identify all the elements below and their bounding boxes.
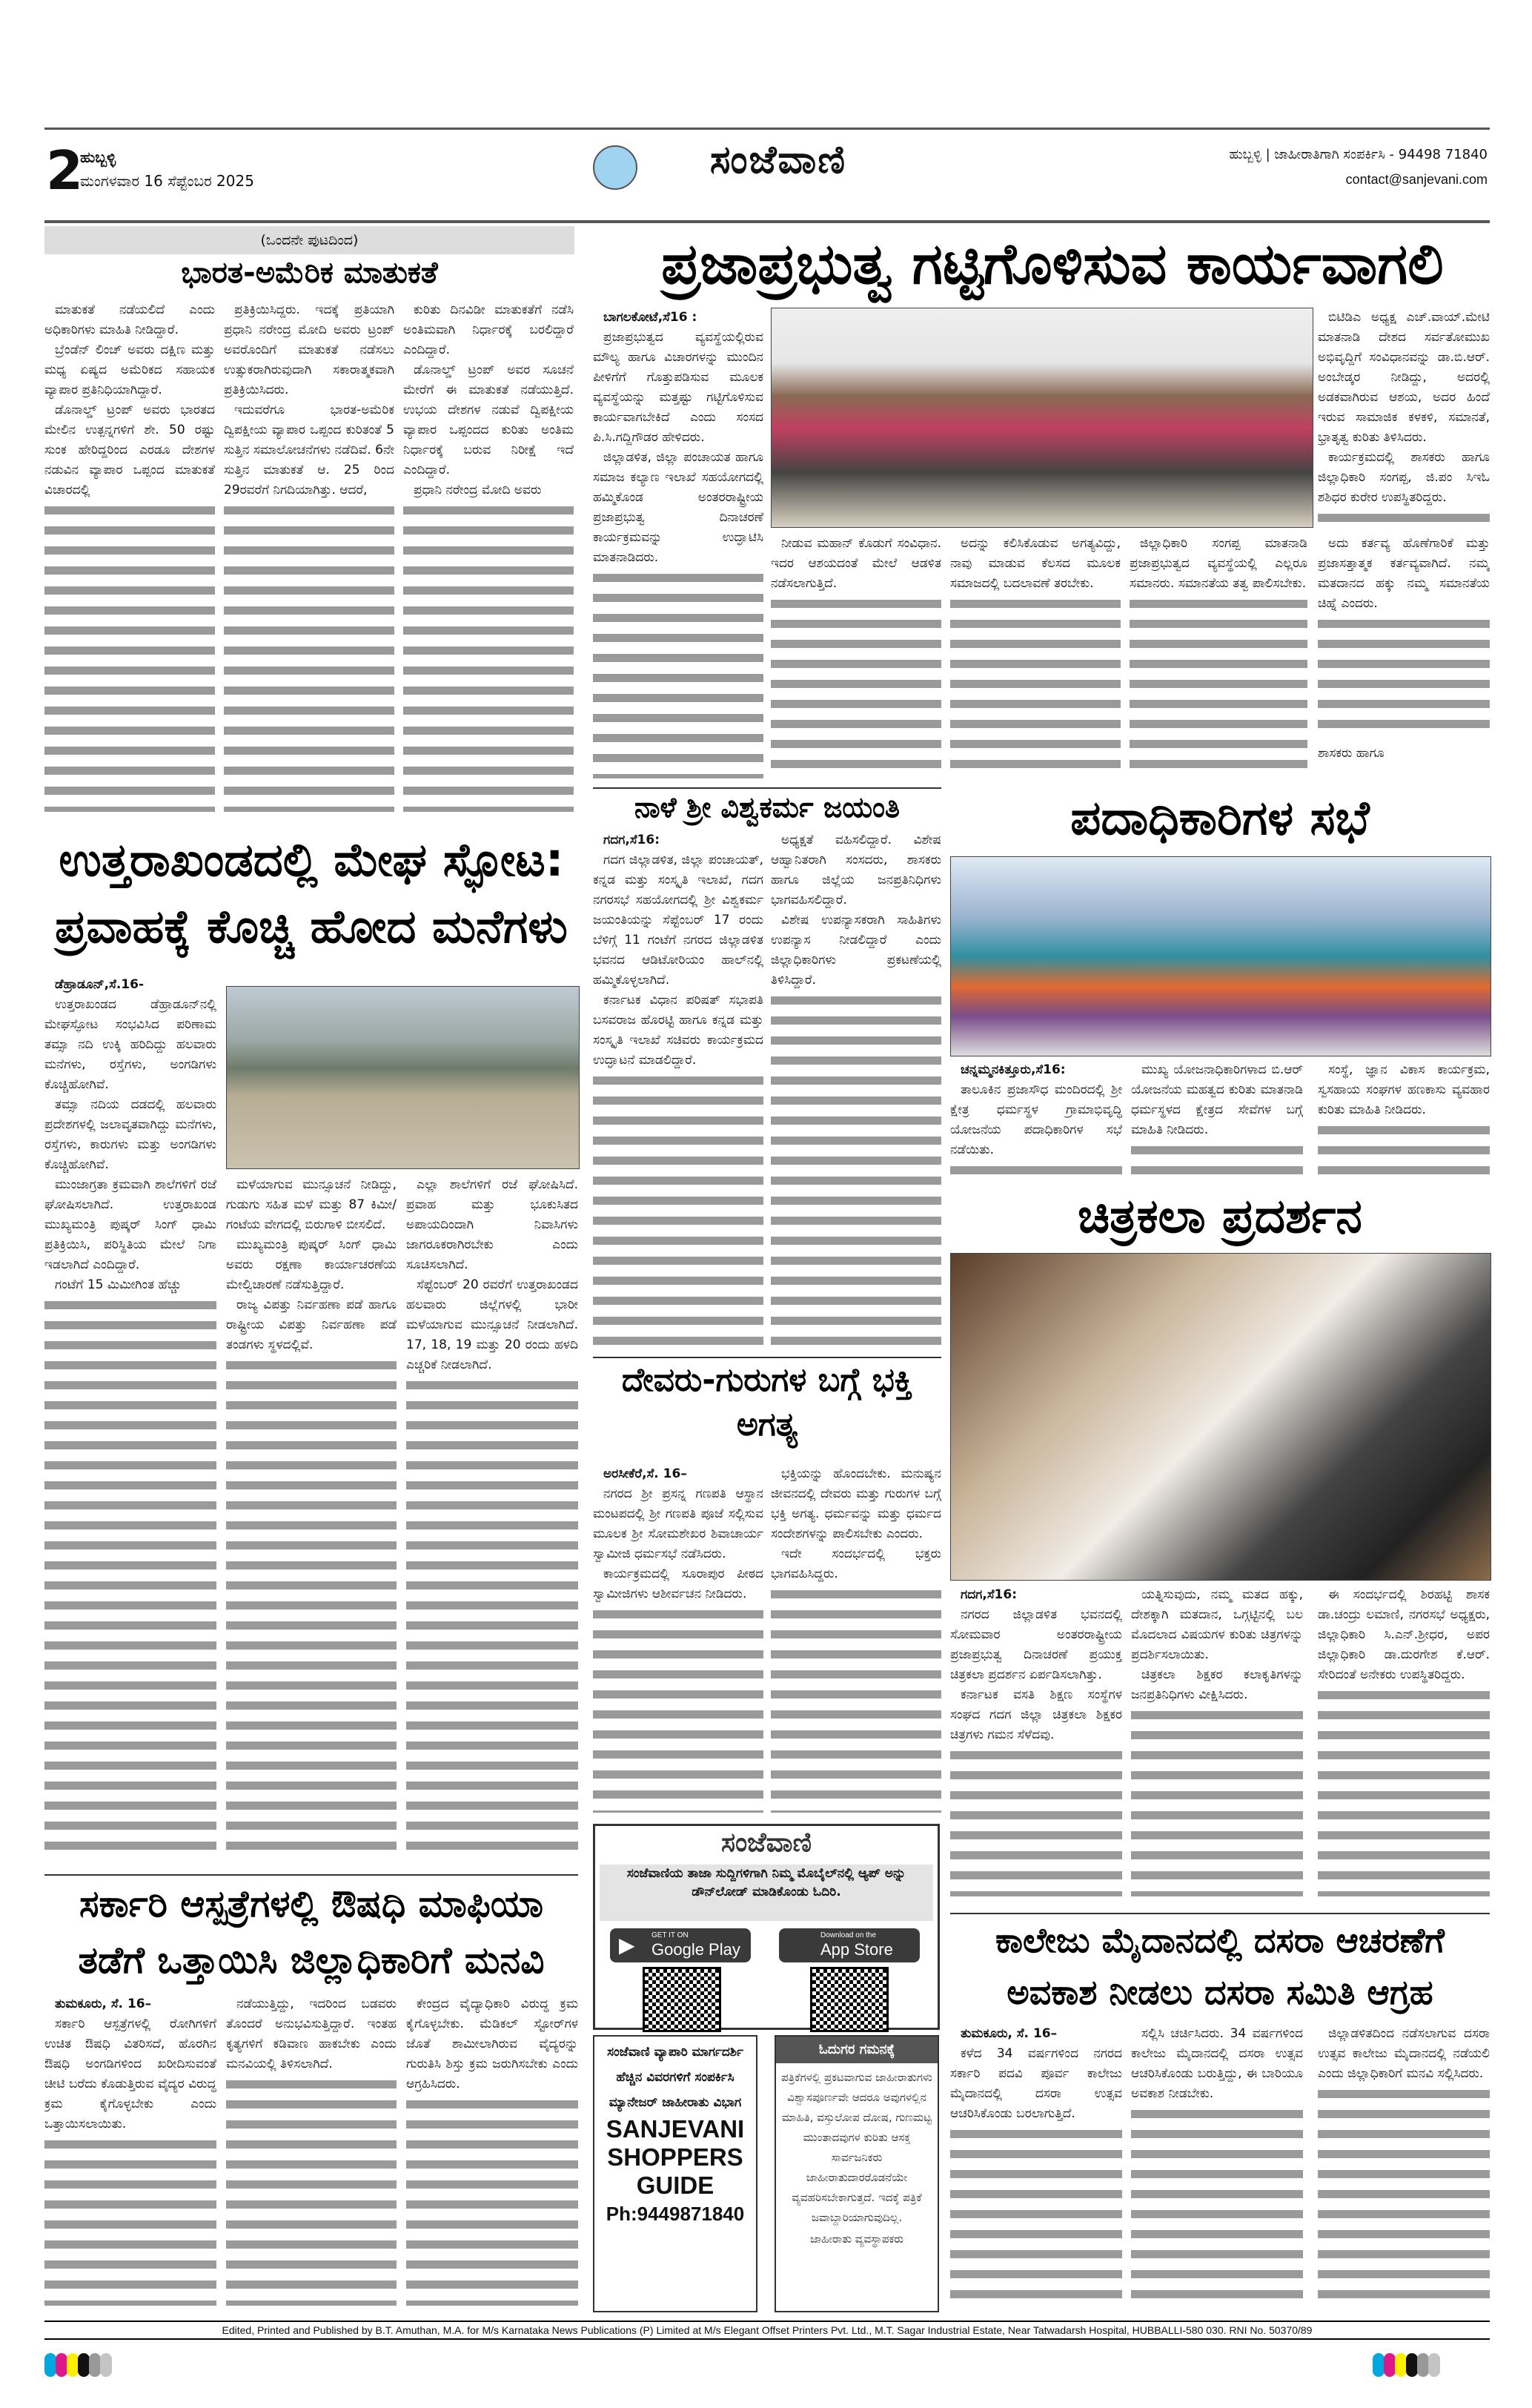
paragraph: ರಾಜ್ಯ ವಿಪತ್ತು ನಿರ್ವಹಣಾ ಪಡೆ ಹಾಗೂ ರಾಷ್ಟ್ರೀಯ ವಿಪತ್ತು ನಿರ್ವಹಣಾ ಪಡೆ ತಂಡಗಳು ಸ್ಥಳದಲ್ಲಿವೆ. — [226, 1295, 397, 1355]
democracy-col-5-text: ಅದು ಕರ್ತವ್ಯ ಹೊಣೆಗಾರಿಕೆ ಮತ್ತು ಪ್ರಜಾಸತ್ತಾತ್ಮಕ ಕರ್ತವ್ಯವಾಗಿದೆ. ನಮ್ಮ ಮತದಾನದ ಹಕ್ಕು ನಮ್ಮ ಸಮಾನತೆಯ ಚಿಹ್ನೆ ಎಂದರು. — [1318, 534, 1490, 614]
notice-body: ಪತ್ರಿಕೆಗಳಲ್ಲಿ ಪ್ರಕಟವಾಗುವ ಜಾಹೀರಾತುಗಳು ವಿಶ್ವಾಸಪೂರ್ಣವೇ ಆದರೂ ಅವುಗಳಲ್ಲಿನ ಮಾಹಿತಿ, ವಸ್ತುಲೋಪ ದೋಷ, ಗುಣಮಟ್ಟ ಮುಂತಾದವುಗಳ ಕುರಿತು ಆಸಕ್ತ ಸಾರ್ವಜನಿಕರು ಜಾಹೀರಾತುದಾರರೊಡನೆಯೇ ವ್ಯವಹರಿಸಬೇಕಾಗುತ್ತದೆ. ಇದಕ್ಕೆ ಪತ್ರಿಕೆ ಜವಾಬ್ದಾರಿಯಾಗುವುದಿಲ್ಲ. — [781, 2071, 932, 2224]
paragraph: ಜಿಲ್ಲಾಡಳಿತ, ಜಿಲ್ಲಾ ಪಂಚಾಯತ ಹಾಗೂ ಸಮಾಜ ಕಲ್ಯಾಣ ಇಲಾಖೆ ಸಹಯೋಗದಲ್ಲಿ ಹಮ್ಮಿಕೊಂಡ ಅಂತರರಾಷ್ಟ್ರೀಯ ಪ್ರಜಾಪ್ರಭುತ್ವ ದಿನಾಚರಣೆ ಕಾರ್ಯಕ್ರಮವನ್ನು ಉದ್ಘಾಟಿಸಿ ಮಾತನಾಡಿದರು. — [593, 448, 763, 568]
paragraph: ಸಂಸ್ಥೆ, ಜ್ಞಾನ ವಿಕಾಸ ಕಾರ್ಯಕ್ರಮ, ಸ್ವಸಹಾಯ ಸಂಘಗಳ ಹಣಕಾಸು ವ್ಯವಹಾರ ಕುರಿತು ಮಾಹಿತಿ ನೀಡಿದರು. — [1318, 1060, 1490, 1120]
paragraph: ಅದನ್ನು ಕಲಿಸಿಕೊಡುವ ಅಗತ್ಯವಿದ್ದು, ನಾವು ಮಾಡುವ ಕೆಲಸದ ಮೂಲಕ ಸಮಾಜದಲ್ಲಿ ಬದಲಾವಣೆ ತರಬೇಕು. — [950, 534, 1121, 594]
shoppers-line-2: ಹೆಚ್ಚಿನ ವಿವರಗಳಿಗೆ ಸಂಪರ್ಕಿಸಿ — [616, 2070, 735, 2085]
photo-flood — [226, 986, 580, 1169]
paragraph: ಪ್ರಜಾಪ್ರಭುತ್ವದ ವ್ಯವಸ್ಥೆಯಲ್ಲಿರುವ ಮೌಲ್ಯ ಹಾಗೂ ವಿಚಾರಗಳನ್ನು ಮುಂದಿನ ಪೀಳಿಗೆಗೆ ಗೊತ್ತುಪಡಿಸುವ ಮೂಲಕ ವ್ಯವಸ್ಥೆಯನ್ನು ಮತ್ತಷ್ಟು ಗಟ್ಟಿಗೊಳಿಸುವ ಕಾರ್ಯವಾಗಬೇಕಿದೆ ಎಂದು ಸಂಸದ ಪಿ.ಸಿ.ಗದ್ದಿಗೌಡರ ಹೇಳಿದರು. — [593, 328, 763, 448]
paragraph: ಬ್ರೆಂಡೆನ್ ಲಿಂಚ್ ಅವರು ದಕ್ಷಿಣ ಮತ್ತು ಮಧ್ಯ ಏಷ್ಯದ ಅಮೆರಿಕದ ಸಹಾಯಕ ವ್ಯಾಪಾರ ಪ್ರತಿನಿಧಿಯಾಗಿದ್ದಾರೆ. — [44, 340, 215, 400]
paragraph: ಮಳೆಯಾಗುವ ಮುನ್ಸೂಚನೆ ನೀಡಿದ್ದು, ಗುಡುಗು ಸಹಿತ ಮಳೆ ಮತ್ತು 87 ಕಿಮೀ/ಗಂಟೆಯ ವೇಗದಲ್ಲಿ ಬಿರುಗಾಳಿ ಬೀಸಲಿದೆ. — [226, 1175, 397, 1235]
paragraph: ವಿಶೇಷ ಉಪನ್ಯಾಸಕರಾಗಿ ಸಾಹಿತಿಗಳು ಉಪನ್ಯಾಸ ನೀಡಲಿದ್ದಾರೆ ಎಂದು ಜಿಲ್ಲಾಧಿಕಾರಿಗಳು ಪ್ರಕಟಣೆಯಲ್ಲಿ ತಿಳಿಸಿದ್ದಾರೆ. — [771, 910, 941, 990]
paragraph: ಗದಗ,ಸೆ16: — [950, 1585, 1122, 1605]
ad-message: ಸಂಜೆವಾಣಿಯ ತಾಜಾ ಸುದ್ದಿಗಳಿಗಾಗಿ ನಿಮ್ಮ ಮೊಬೈಲ್‌ನಲ್ಲಿ ಆ್ಯಪ್ ಅನ್ನು ಡೌನ್‌ಲೋಡ್ ಮಾಡಿಕೊಂಡು ಓದಿರಿ. — [600, 1865, 933, 1921]
google-play-badge[interactable]: ▶ GET IT ON Google Play — [610, 1928, 751, 1962]
masthead-city: ಹುಬ್ಬಳ್ಳಿ — [80, 148, 116, 166]
paragraph: ಜಿಲ್ಲಾಡಳಿತದಿಂದ ನಡೆಸಲಾಗುವ ದಸರಾ ಉತ್ಸವ ಕಾಲೇಜು ಮೈದಾನದಲ್ಲಿ ನಡೆಯಲಿ ಎಂದು ಜಿಲ್ಲಾಧಿಕಾರಿಗೆ ಮನವಿ ಸಲ್ಲಿಸಿದರು. — [1318, 2024, 1490, 2084]
paragraph: ಪ್ರಧಾನಿ ನರೇಂದ್ರ ಮೋದಿ ಅವರು — [403, 480, 574, 500]
registration-dot-yellow — [67, 2353, 79, 2377]
office-bearers-col-1 — [950, 1060, 1122, 1186]
democracy-col-5 — [1318, 534, 1490, 734]
registration-dot-gray1 — [1417, 2353, 1429, 2377]
dasara-col-3 — [1318, 2024, 1490, 2306]
uttarakhand-col-2 — [226, 1175, 397, 1853]
play-triangle-icon: ▶ — [619, 1933, 635, 1957]
registration-dot-gray2 — [100, 2353, 112, 2377]
shoppers-phone: Ph:9449871840 — [606, 2203, 745, 2225]
paragraph: ನಗರದ ಜಿಲ್ಲಾಡಳಿತ ಭವನದಲ್ಲಿ ಸೋಮವಾರ ಅಂತರರಾಷ್ಟ್ರೀಯ ಪ್ರಜಾಪ್ರಭುತ್ವ ದಿನಾಚರಣೆ ಪ್ರಯುಕ್ತ ಚಿತ್ರಕಲಾ ಪ್ರದರ್ಶನ ಏರ್ಪಡಿಸಲಾಗಿತ್ತು. — [950, 1605, 1122, 1685]
paragraph: ಕಳೆದ 34 ವರ್ಷಗಳಿಂದ ನಗರದ ಸರ್ಕಾರಿ ಪದವಿ ಪೂರ್ವ ಕಾಲೇಜು ಮೈದಾನದಲ್ಲಿ ದಸರಾ ಉತ್ಸವ ಆಚರಿಸಿಕೊಂಡು ಬರಲಾಗುತ್ತಿದೆ. — [950, 2044, 1122, 2124]
footer-rule-top — [44, 2321, 1490, 2322]
paragraph: ಅಧ್ಯಕ್ಷತೆ ವಹಿಸಲಿದ್ದಾರೆ. ವಿಶೇಷ ಆಹ್ವಾನಿತರಾಗಿ ಸಂಸದರು, ಶಾಸಕರು ಹಾಗೂ ಜಿಲ್ಲೆಯ ಜನಪ್ರತಿನಿಧಿಗಳು ಭಾಗವಹಿಸಲಿದ್ದಾರೆ. — [771, 830, 941, 910]
uttarakhand-col-1 — [44, 975, 216, 1853]
democracy-col-4 — [1130, 534, 1307, 775]
registration-dot-magenta — [56, 2353, 67, 2377]
paragraph: ಗದಗ ಜಿಲ್ಲಾಡಳಿತ, ಜಿಲ್ಲಾ ಪಂಚಾಯತ್, ಕನ್ನಡ ಮತ್ತು ಸಂಸ್ಕೃತಿ ಇಲಾಖೆ, ಗದಗ ನಗರಸಭೆ ಸಹಯೋಗದಲ್ಲಿ ಶ್ರೀ ವಿಶ್ವಕರ್ಮ ಜಯಂತಿಯನ್ನು ಸೆಪ್ಟೆಂಬರ್ 17 ರಂದು ಬೆಳಿಗ್ಗೆ 11 ಗಂಟೆಗೆ ನಗರದ ಜಿಲ್ಲಾಡಳಿತ ಭವನದ ಆಡಿಟೋರಿಯಂ ಹಾಲ್‌ನಲ್ಲಿ ಹಮ್ಮಿಕೊಳ್ಳಲಾಗಿದೆ. — [593, 850, 763, 990]
masthead-contact: ಹುಬ್ಬಳ್ಳಿ | ಜಾಹೀರಾತಿಗಾಗಿ ಸಂಪರ್ಕಿಸಿ - 94498 71840 — [1229, 147, 1488, 162]
notice-title: ಓದುಗರ ಗಮನಕ್ಕೆ — [776, 2037, 938, 2063]
photo-art-exhibition — [950, 1253, 1491, 1581]
notice-sign: ಜಾಹೀರಾತು ವ್ಯವಸ್ಥಾಪಕರು — [810, 2232, 903, 2246]
headline-democracy: ಪ್ರಜಾಪ್ರಭುತ್ವ ಗಟ್ಟಿಗೊಳಿಸುವ ಕಾರ್ಯವಾಗಲಿ — [661, 231, 1444, 297]
paragraph: ತಮ್ಸಾ ನದಿಯ ದಡದಲ್ಲಿ ಹಲವಾರು ಪ್ರದೇಶಗಳಲ್ಲಿ ಜಲಾವೃತವಾಗಿದ್ದು ಮನೆಗಳು, ರಸ್ತೆಗಳು, ಕಾರುಗಳು ಮತ್ತು ಅಂಗಡಿಗಳು ಕೊಚ್ಚಿಹೋಗಿವೆ. — [44, 1095, 216, 1175]
photo-office-bearers-meeting — [950, 856, 1491, 1056]
headline-art-exhibition: ಚಿತ್ರಕಲಾ ಪ್ರದರ್ಶನ — [1078, 1189, 1362, 1244]
paragraph: ಪ್ರತಿಕ್ರಿಯಿಸಿದ್ದರು. ಇದಕ್ಕೆ ಪ್ರತಿಯಾಗಿ ಪ್ರಧಾನಿ ನರೇಂದ್ರ ಮೋದಿ ಅವರು ಟ್ರಂಪ್ ಅವರೊಂದಿಗೆ ಮಾತುಕತೆ ನಡೆಸಲು ಉತ್ಸುಕರಾಗಿರುವುದಾಗಿ ಸಕಾರಾತ್ಮಕವಾಗಿ ಪ್ರತಿಕ್ರಿಯಿಸಿದರು. — [224, 300, 394, 400]
paragraph: ಕುರಿತು ದಿನವಿಡೀ ಮಾತುಕತೆಗೆ ನಡೆಸಿ ಅಂತಿಮವಾಗಿ ನಿರ್ಧಾರಕ್ಕೆ ಬರಲಿದ್ದಾರೆ ಎಂದಿದ್ದಾರೆ. — [403, 300, 574, 360]
paragraph: ಮುಖ್ಯ ಯೋಜನಾಧಿಕಾರಿಗಳಾದ ಬಿ.ಆರ್ ಯೋಜನೆಯ ಮಹತ್ವದ ಕುರಿತು ಮಾತನಾಡಿ ಧರ್ಮಸ್ಥಳದ ಕ್ಷೇತ್ರದ ಸೇವೆಗಳ ಬಗ್ಗೆ ಮಾಹಿತಿ ನೀಡಿದರು. — [1131, 1060, 1303, 1140]
democracy-tail: ಶಾಸಕರು ಹಾಗೂ — [1318, 746, 1385, 761]
footer-rule-bottom — [44, 2338, 1490, 2340]
shoppers-guide-ad — [593, 2035, 757, 2312]
india-us-col-1 — [44, 300, 215, 812]
paragraph: ಚಿತ್ರಕಲಾ ಶಿಕ್ಷಕರ ಕಲಾಕೃತಿಗಳನ್ನು ಜನಪ್ರತಿನಿಧಿಗಳು ವೀಕ್ಷಿಸಿದರು. — [1131, 1665, 1303, 1705]
vishwakarma-col-2 — [771, 830, 941, 1349]
democracy-col-3 — [950, 534, 1121, 775]
registration-dot-magenta — [1384, 2353, 1396, 2377]
paragraph: ಕಾರ್ಯಕ್ರಮದಲ್ಲಿ ಶಾಸಕರು ಹಾಗೂ ಜಿಲ್ಲಾಧಿಕಾರಿ ಸಂಗಪ್ಪ, ಜಿ.ಪಂ ಸಿಇಓ ಶಶಿಧರ ಕುರೇರ ಉಪಸ್ಥಿತರಿದ್ದರು. — [1318, 448, 1490, 508]
headline-dasara: ಕಾಲೇಜು ಮೈದಾನದಲ್ಲಿ ದಸರಾ ಆಚರಣೆಗೆ ಅವಕಾಶ ನೀಡಲು ದಸರಾ ಸಮಿತಿ ಆಗ್ರಹ — [950, 1913, 1490, 2018]
paragraph: ಸರ್ಕಾರಿ ಆಸ್ಪತ್ರೆಗಳಲ್ಲಿ ರೋಗಿಗಳಿಗೆ ಉಚಿತ ಔಷಧಿ ವಿತರಿಸದೆ, ಹೊರಗಿನ ಔಷಧಿ ಅಂಗಡಿಗಳಿಂದ ಖರೀದಿಸುವಂತೆ ಚೀಟಿ ಬರೆದು ಕೊಡುತ್ತಿರುವ ವೈದ್ಯರ ವಿರುದ್ಧ ಕ್ರಮ ಕೈಗೊಳ್ಳಬೇಕು ಎಂದು ಒತ್ತಾಯಿಸಲಾಯಿತು. — [44, 2014, 216, 2134]
art-col-1 — [950, 1585, 1122, 1896]
paragraph: ಡೆಹ್ರಾಡೂನ್,ಸೆ.16- — [44, 975, 216, 995]
headline-medicine-mafia: ಸರ್ಕಾರಿ ಆಸ್ಪತ್ರೆಗಳಲ್ಲಿ ಔಷಧಿ ಮಾಫಿಯಾ ತಡೆಗೆ ಒತ್ತಾಯಿಸಿ ಜಿಲ್ಲಾಧಿಕಾರಿಗೆ ಮನವಿ — [44, 1874, 578, 1988]
paragraph: ಚನ್ನಮ್ಮನಕಿತ್ತೂರು,ಸೆ16: — [950, 1060, 1122, 1080]
india-us-col-2 — [224, 300, 394, 812]
headline-india-us: ಭಾರತ-ಅಮೆರಿಕ ಮಾತುಕತೆ — [181, 256, 438, 290]
mafia-col-3 — [406, 1994, 578, 2306]
registration-dot-yellow — [1395, 2353, 1407, 2377]
headline-uttarakhand: ಉತ್ತರಾಖಂಡದಲ್ಲಿ ಮೇಘ ಸ್ಫೋಟ: ಪ್ರವಾಹಕ್ಕೆ ಕೊಚ್ಚಿ ಹೋದ ಮನೆಗಳು — [55, 833, 568, 953]
office-bearers-col-3 — [1318, 1060, 1490, 1186]
paragraph: ಎಲ್ಲಾ ಶಾಲೆಗಳಿಗೆ ರಜೆ ಘೋಷಿಸಿದೆ. ಪ್ರವಾಹ ಮತ್ತು ಭೂಕುಸಿತದ ಅಪಾಯದಿಂದಾಗಿ ನಿವಾಸಿಗಳು ಜಾಗರೂಕರಾಗಿರಬೇಕು ಎಂದು ಸೂಚಿಸಲಾಗಿದೆ. — [406, 1175, 578, 1275]
mafia-col-1 — [44, 1994, 216, 2306]
paragraph: ಡೊನಾಲ್ಡ್ ಟ್ರಂಪ್ ಅವರ ಸೂಚನೆ ಮೇರೆಗೆ ಈ ಮಾತುಕತೆ ನಡೆಯುತ್ತಿದೆ. ಉಭಯ ದೇಶಗಳ ನಡುವೆ ದ್ವಿಪಕ್ಷೀಯ ವ್ಯಾಪಾರ ಒಪ್ಪಂದದ ಕುರಿತು ಅಂತಿಮ ನಿರ್ಧಾರಕ್ಕೆ ಬರುವ ನಿರೀಕ್ಷೆ ಇದೆ ಎಂದಿದ್ದಾರೆ. — [403, 360, 574, 480]
paragraph: ನಡೆಯುತ್ತಿದ್ದು, ಇದರಿಂದ ಬಡವರು ತೊಂದರೆ ಅನುಭವಿಸುತ್ತಿದ್ದಾರೆ. ಇಂತಹ ಕೃತ್ಯಗಳಿಗೆ ಕಡಿವಾಣ ಹಾಕಬೇಕು ಎಂದು ಮನವಿಯಲ್ಲಿ ತಿಳಿಸಲಾಗಿದೆ. — [226, 1994, 397, 2074]
vishwakarma-col-1 — [593, 830, 763, 1349]
paragraph: ಉತ್ತರಾಖಂಡದ ಡೆಹ್ರಾಡೂನ್‌ನಲ್ಲಿ ಮೇಘಸ್ಫೋಟ ಸಂಭವಿಸಿದ ಪರಿಣಾಮ ತಮ್ಸಾ ನದಿ ಉಕ್ಕಿ ಹರಿದಿದ್ದು ಹಲವಾರು ಮನೆಗಳು, ರಸ್ತೆಗಳು, ಅಂಗಡಿಗಳು ಕೊಚ್ಚಿಹೋಗಿವೆ. — [44, 995, 216, 1095]
headline-devotion: ದೇವರು-ಗುರುಗಳ ಬಗ್ಗೆ ಭಕ್ತಿ ಅಗತ್ಯ — [593, 1357, 941, 1447]
paragraph: ಸೆಪ್ಟೆಂಬರ್ 20 ರವರೆಗೆ ಉತ್ತರಾಖಂಡದ ಹಲವಾರು ಜಿಲ್ಲೆಗಳಲ್ಲಿ ಭಾರೀ ಮಳೆಯಾಗುವ ಮುನ್ಸೂಚನೆ ನೀಡಲಾಗಿದೆ. 17, 18, 19 ಮತ್ತು 20 ರಂದು ಹಳದಿ ಎಚ್ಚರಿಕೆ ನೀಡಲಾಗಿದೆ. — [406, 1275, 578, 1375]
democracy-col-2 — [771, 534, 941, 775]
paragraph: ನೀಡುವ ಮಹಾನ್ ಕೊಡುಗೆ ಸಂವಿಧಾನ. ಇದರ ಆಶಯದಂತೆ ಮೇಲೆ ಆಡಳಿತ ನಡೆಸಲಾಗುತ್ತಿದೆ. — [771, 534, 941, 594]
mafia-col-2 — [226, 1994, 397, 2306]
paragraph: ಅರಸೀಕೆರೆ,ಸೆ. 16– — [593, 1464, 763, 1484]
footer-imprint: Edited, Printed and Published by B.T. Amuthan, M.A. for M/s Karnataka News Publications (P) Limited at M/s Elegant Offset Printers Pvt. Ltd., M.T. Sagar Industrial Estate, Near Tatwadarsh Hospital, HUBBALLI-580 030. RNI No. 50370/89 — [222, 2324, 1313, 2336]
paragraph: ತಾಲೂಕಿನ ಪ್ರಜಾಸೌಧ ಮಂದಿರದಲ್ಲಿ ಶ್ರೀ ಕ್ಷೇತ್ರ ಧರ್ಮಸ್ಥಳ ಗ್ರಾಮಾಭಿವೃದ್ಧಿ ಯೋಜನೆಯ ಪದಾಧಿಕಾರಿಗಳ ಸಭೆ ನಡೆಯಿತು. — [950, 1080, 1122, 1160]
devotion-col-2 — [771, 1464, 941, 1813]
continued-kicker: (ಒಂದನೇ ಪುಟದಿಂದ) — [44, 226, 574, 254]
paragraph: ಡೊನಾಲ್ಡ್ ಟ್ರಂಪ್ ಅವರು ಭಾರತದ ಮೇಲಿನ ಉತ್ಪನ್ನಗಳಿಗೆ ಶೇ. 50 ರಷ್ಟು ಸುಂಕ ಹೇರಿದ್ದರಿಂದ ಎರಡೂ ದೇಶಗಳ ನಡುವಿನ ವ್ಯಾಪಾರ ಒಪ್ಪಂದ ಮಾತುಕತೆ ವಿಚಾರದಲ್ಲಿ — [44, 400, 215, 500]
paragraph: ಗಂಟೆಗೆ 15 ಮಿಮೀಗಿಂತ ಹೆಚ್ಚು — [44, 1275, 216, 1295]
dove-emblem-icon — [593, 145, 637, 190]
shoppers-line-3: ಮ್ಯಾನೇಜರ್ ಜಾಹೀರಾತು ವಿಭಾಗ — [609, 2095, 742, 2110]
paragraph: ಸಲ್ಲಿಸಿ ಚರ್ಚಿಸಿದರು. 34 ವರ್ಷಗಳಿಂದ ಕಾಲೇಜು ಮೈದಾನದಲ್ಲಿ ದಸರಾ ಉತ್ಸವ ಆಚರಿಸಿಕೊಂಡು ಬರುತ್ತಿದ್ದು, ಈ ಬಾರಿಯೂ ಅವಕಾಶ ನೀಡಬೇಕು. — [1131, 2024, 1303, 2104]
paragraph: ತುಮಕೂರು, ಸೆ. 16– — [950, 2024, 1122, 2044]
paragraph: ಕಾರ್ಯಕ್ರಮದಲ್ಲಿ ಸೂರಾಪುರ ಪೀಠದ ಸ್ವಾಮೀಜಿಗಳು ಆಶೀರ್ವಚನ ನೀಡಿದರು. — [593, 1564, 763, 1604]
logo-text: ಸಂಜೆವಾಣಿ — [709, 138, 847, 182]
democracy-col-1 — [593, 308, 763, 778]
paragraph: ಮಾತುಕತೆ ನಡೆಯಲಿದೆ ಎಂದು ಅಧಿಕಾರಿಗಳು ಮಾಹಿತಿ ನೀಡಿದ್ದಾರೆ. — [44, 300, 215, 340]
dasara-col-1 — [950, 2024, 1122, 2306]
paragraph: ಕರ್ನಾಟಕ ವಿಧಾನ ಪರಿಷತ್ ಸಭಾಪತಿ ಬಸವರಾಜ ಹೊರಟ್ಟಿ ಹಾಗೂ ಕನ್ನಡ ಮತ್ತು ಸಂಸ್ಕೃತಿ ಇಲಾಖೆ ಸಚಿವರು ಕಾರ್ಯಕ್ರಮದ ಉದ್ಘಾಟನೆ ಮಾಡಲಿದ್ದಾರೆ. — [593, 990, 763, 1071]
dasara-col-2 — [1131, 2024, 1303, 2306]
paragraph: ಬಿಟಿಡಿಎ ಅಧ್ಯಕ್ಷ ಎಚ್.ವಾಯ್.ಮೇಟಿ ಮಾತನಾಡಿ ದೇಶದ ಸರ್ವತೋಮುಖ ಅಭಿವೃದ್ದಿಗೆ ಸಂವಿಧಾನವನ್ನು ಡಾ.ಬಿ.ಆರ್. ಅಂಬೇಡ್ಕರ ನೀಡಿದ್ದು, ಅದರಲ್ಲಿ ಅಡಕವಾಗಿರುವ ಆಶಯ, ಅದರ ಹಿಂದೆ ಇರುವ ಸಾಮಾಜಿಕ ಕಳಕಳಿ, ಸಮಾನತೆ, ಭ್ರಾತೃತ್ವ ಕುರಿತು ತಿಳಿಸಿದರು. — [1318, 308, 1490, 448]
paragraph: ಭಕ್ತಿಯನ್ನು ಹೊಂದಬೇಕು. ಮನುಷ್ಯನ ಜೀವನದಲ್ಲಿ ದೇವರು ಮತ್ತು ಗುರುಗಳ ಬಗ್ಗೆ ಭಕ್ತಿ ಅಗತ್ಯ. ಧರ್ಮವನ್ನು ಮತ್ತು ಧರ್ಮದ ಸಂದೇಶಗಳನ್ನು ಪಾಲಿಸಬೇಕು ಎಂದರು. — [771, 1464, 941, 1544]
readers-notice — [775, 2035, 939, 2312]
art-col-2 — [1131, 1585, 1303, 1896]
headline-vishwakarma: ನಾಳೆ ಶ್ರೀ ವಿಶ್ವಕರ್ಮ ಜಯಂತಿ — [593, 787, 941, 824]
masthead-logo — [645, 138, 912, 183]
paragraph: ಇದೇ ಸಂದರ್ಭದಲ್ಲಿ ಭಕ್ತರು ಭಾಗವಹಿಸಿದ್ದರು. — [771, 1544, 941, 1584]
paragraph: ಕೇಂದ್ರದ ವೈದ್ಯಾಧಿಕಾರಿ ವಿರುದ್ಧ ಕ್ರಮ ಕೈಗೊಳ್ಳಬೇಕು. ಮೆಡಿಕಲ್ ಸ್ಟೋರ್‌ಗಳ ಜೊತೆ ಶಾಮೀಲಾಗಿರುವ ವೈದ್ಯರನ್ನು ಗುರುತಿಸಿ ಶಿಸ್ತು ಕ್ರಮ ಜರುಗಿಸಬೇಕು ಎಂದು ಆಗ್ರಹಿಸಿದರು. — [406, 1994, 578, 2094]
paragraph: ಬಾಗಲಕೋಟೆ,ಸೆ16 : — [593, 308, 763, 328]
registration-dot-black — [78, 2353, 90, 2377]
masthead-date: ಮಂಗಳವಾರ 16 ಸೆಪ್ಟೆಂಬರ 2025 — [80, 172, 254, 190]
registration-dot-cyan — [44, 2353, 56, 2377]
uttarakhand-col-3 — [406, 1175, 578, 1853]
india-us-col-3 — [403, 300, 574, 812]
registration-dot-gray2 — [1428, 2353, 1440, 2377]
registration-dot-cyan — [1373, 2353, 1385, 2377]
paragraph: ಕರ್ನಾಟಕ ವಸತಿ ಶಿಕ್ಷಣ ಸಂಸ್ಥೆಗಳ ಸಂಘದ ಗದಗ ಜಿಲ್ಲಾ ಚಿತ್ರಕಲಾ ಶಿಕ್ಷಕರ ಚಿತ್ರಗಳು ಗಮನ ಸೆಳೆದವು. — [950, 1685, 1122, 1745]
democracy-col-right — [1318, 308, 1490, 523]
paragraph: ಇದುವರೆಗೂ ಭಾರತ-ಅಮೆರಿಕ ದ್ವಿಪಕ್ಷೀಯ ವ್ಯಾಪಾರ ಒಪ್ಪಂದ ಕುರಿತಂತೆ 5 ಸುತ್ತಿನ ಸಮಾಲೋಚನೆಗಳು ನಡೆದಿವೆ. 6ನೇ ಸುತ್ತಿನ ಮಾತುಕತೆ ಆ. 25 ರಿಂದ 29ರವರೆಗೆ ನಿಗದಿಯಾಗಿತ್ತು. ಆದರೆ, — [224, 400, 394, 500]
page-number: 2 — [46, 139, 84, 202]
paragraph: ಯತ್ನಿಸುವುದು, ನಮ್ಮ ಮತದ ಹಕ್ಕು, ದೇಶಕ್ಕಾಗಿ ಮತದಾನ, ಒಗ್ಗಟ್ಟಿನಲ್ಲಿ ಬಲ ಮೊದಲಾದ ವಿಷಯಗಳ ಕುರಿತು ಚಿತ್ರಗಳನ್ನು ಪ್ರದರ್ಶಿಸಲಾಯಿತು. — [1131, 1585, 1303, 1665]
ad-logo: ಸಂಜೆವಾಣಿ — [720, 1828, 812, 1858]
paragraph: ಈ ಸಂದರ್ಭದಲ್ಲಿ ಶಿರಹಟ್ಟಿ ಶಾಸಕ ಡಾ.ಚಂದ್ರು ಲಮಾಣಿ, ನಗರಸಭೆ ಅಧ್ಯಕ್ಷರು, ಜಿಲ್ಲಾಧಿಕಾರಿ ಸಿ.ಎನ್.ಶ್ರೀಧರ, ಅಪರ ಜಿಲ್ಲಾಧಿಕಾರಿ ಡಾ.ದುರಗೇಶ ಕೆ.ಆರ್. ಸೇರಿದಂತೆ ಅನೇಕರು ಉಪಸ್ಥಿತರಿದ್ದರು. — [1318, 1585, 1490, 1685]
paragraph: ಜಿಲ್ಲಾಧಿಕಾರಿ ಸಂಗಪ್ಪ ಮಾತನಾಡಿ ಪ್ರಜಾಪ್ರಭುತ್ವದ ವ್ಯವಸ್ಥೆಯಲ್ಲಿ ಎಲ್ಲರೂ ಸಮಾನರು. ಸಮಾನತೆಯ ತತ್ವ ಪಾಲಿಸಬೇಕು. — [1130, 534, 1307, 594]
app-store-badge[interactable]: Download on the App Store — [779, 1928, 920, 1962]
registration-dot-black — [1406, 2353, 1418, 2377]
paragraph: ಗದಗ,ಸೆ16: — [593, 830, 763, 850]
masthead-email[interactable]: contact@sanjevani.com — [1345, 172, 1488, 187]
paragraph: ಮುಂಜಾಗ್ರತಾ ಕ್ರಮವಾಗಿ ಶಾಲೆಗಳಿಗೆ ರಜೆ ಘೋಷಿಸಲಾಗಿದೆ. ಉತ್ತರಾಖಂಡ ಮುಖ್ಯಮಂತ್ರಿ ಪುಷ್ಕರ್ ಸಿಂಗ್ ಧಾಮಿ ಪ್ರತಿಕ್ರಿಯಿಸಿ, ಪರಿಸ್ಥಿತಿಯ ಮೇಲೆ ನಿಗಾ ಇಡಲಾಗಿದೆ ಎಂದಿದ್ದಾರೆ. — [44, 1175, 216, 1275]
paragraph: ನಗರದ ಶ್ರೀ ಪ್ರಸನ್ನ ಗಣಪತಿ ಆಸ್ಥಾನ ಮಂಟಪದಲ್ಲಿ ಶ್ರೀ ಗಣಪತಿ ಪೂಜೆ ಸಲ್ಲಿಸುವ ಮೂಲಕ ಶ್ರೀ ಸೋಮಶೇಖರ ಶಿವಾಚಾರ್ಯ ಸ್ವಾಮೀಜಿ ಧರ್ಮಸಭೆ ನಡೆಸಿದರು. — [593, 1484, 763, 1564]
office-bearers-col-2 — [1131, 1060, 1303, 1186]
app-download-ad — [593, 1824, 940, 2030]
masthead-rule — [44, 220, 1490, 223]
registration-dot-gray1 — [89, 2353, 101, 2377]
paragraph: ಮುಖ್ಯಮಂತ್ರಿ ಪುಷ್ಕರ್ ಸಿಂಗ್ ಧಾಮಿ ಅವರು ರಕ್ಷಣಾ ಕಾರ್ಯಾಚರಣೆಯ ಮೇಲ್ವಿಚಾರಣೆ ನಡೆಸುತ್ತಿದ್ದಾರೆ. — [226, 1235, 397, 1295]
headline-office-bearers: ಪದಾಧಿಕಾರಿಗಳ ಸಭೆ — [1070, 791, 1370, 846]
paragraph: ತುಮಕೂರು, ಸೆ. 16– — [44, 1994, 216, 2014]
top-rule — [44, 128, 1490, 130]
shoppers-line-1: ಸಂಜೆವಾಣಿ ವ್ಯಾಪಾರಿ ಮಾರ್ಗದರ್ಶಿ — [607, 2045, 743, 2060]
devotion-col-1 — [593, 1464, 763, 1813]
google-play-qr-code[interactable] — [643, 1967, 721, 2032]
art-col-3 — [1318, 1585, 1490, 1896]
photo-democracy-day-event — [771, 308, 1313, 528]
shoppers-brand: SANJEVANI SHOPPERS GUIDE — [606, 2115, 745, 2199]
app-store-qr-code[interactable] — [810, 1967, 889, 2032]
